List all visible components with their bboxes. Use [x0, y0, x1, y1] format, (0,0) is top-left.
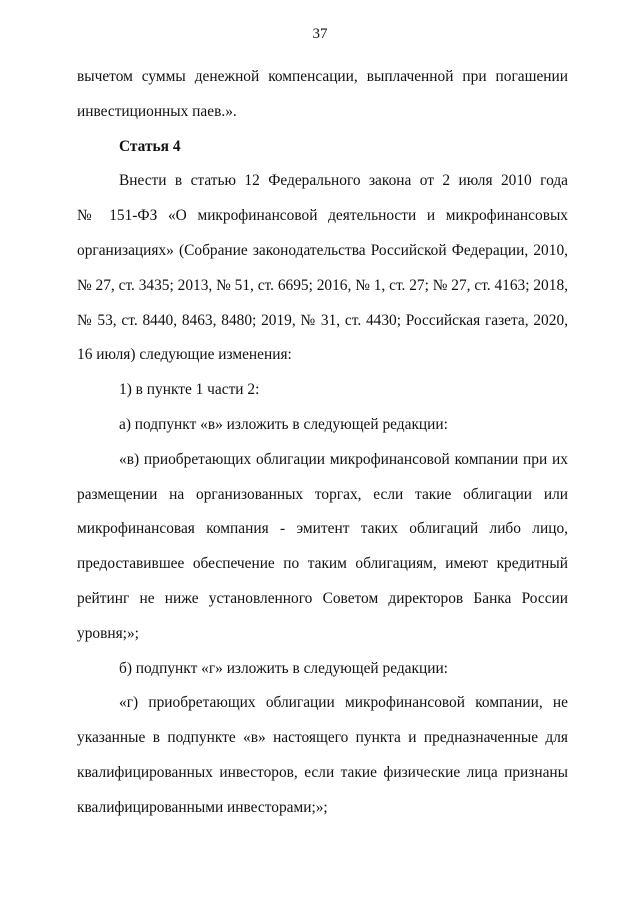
document-body: [77, 60, 568, 826]
text-line: инвестиционных паев.».: [77, 102, 237, 120]
text-line: № 151-ФЗ «О микрофинансовой деятельности и микрофинансовых: [77, 207, 568, 225]
text-line: квалифицированных инвесторов, если такие физические лица признаны: [77, 763, 568, 781]
text-line: 1) в пункте 1 части 2:: [119, 381, 260, 399]
text-line: б) подпункт «г» изложить в следующей редакции:: [119, 659, 448, 677]
text-line: вычетом суммы денежной компенсации, выплаченной при погашении: [77, 68, 568, 85]
text-line: размещении на организованных торгах, если такие облигации или: [77, 485, 568, 503]
text-line: организациях» (Собрание законодательства Российской Федерации, 2010,: [77, 241, 568, 259]
text-line: предоставившее обеспечение по таким облигациям, имеют кредитный: [77, 555, 568, 573]
text-line: № 53, ст. 8440, 8463, 8480; 2019, № 31, ст. 4430; Российская газета, 2020,: [77, 311, 568, 329]
text-line: 16 июля) следующие изменения:: [77, 346, 292, 364]
text-line: «г) приобретающих облигации микрофинансовой компании, не: [119, 694, 568, 712]
text-line: «в) приобретающих облигации микрофинансовой компании при их: [119, 450, 568, 468]
page-number: 37: [312, 26, 328, 42]
text-line: № 27, ст. 3435; 2013, № 51, ст. 6695; 2016, № 1, ст. 27; № 27, ст. 4163; 2018,: [77, 276, 568, 294]
text-line: а) подпункт «в» изложить в следующей редакции:: [119, 415, 448, 433]
text-line: Внести в статью 12 Федерального закона от 2 июля 2010 года: [119, 172, 568, 190]
text-line: указанные в подпункте «в» настоящего пункта и предназначенные для: [77, 729, 568, 747]
text-line: уровня;»;: [77, 624, 139, 642]
article-heading: Статья 4: [119, 137, 181, 155]
text-line: квалифицированными инвесторами;»;: [77, 798, 328, 816]
text-line: рейтинг не ниже установленного Советом директоров Банка России: [77, 589, 568, 607]
text-line: микрофинансовая компания - эмитент таких облигаций либо лицо,: [77, 520, 568, 538]
